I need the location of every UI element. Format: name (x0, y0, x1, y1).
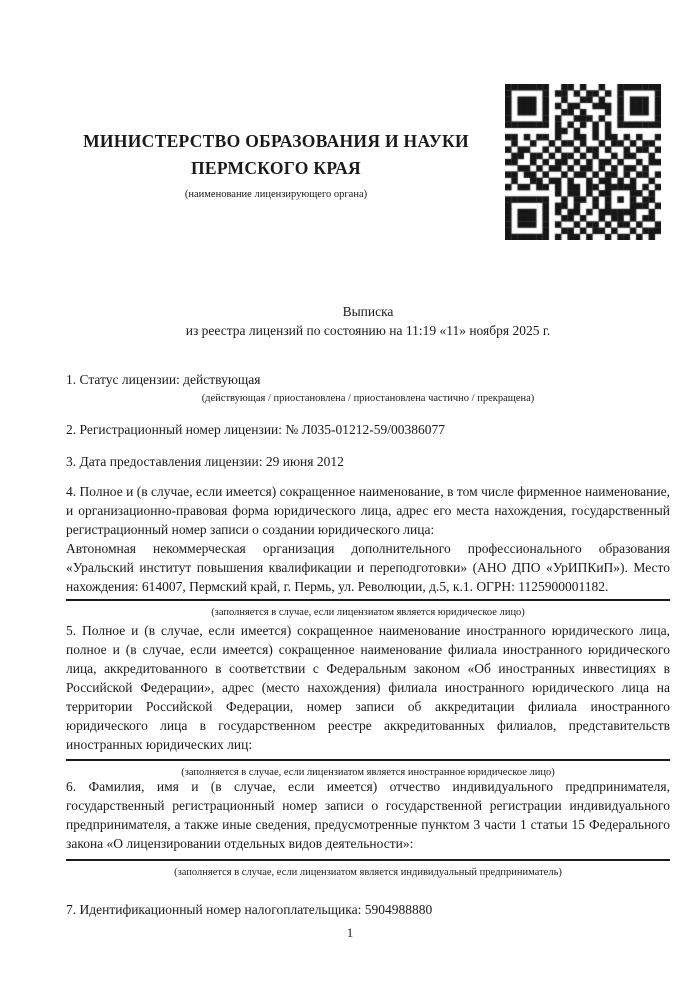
page-number: 1 (346, 926, 354, 940)
ministry-name-line1: МИНИСТЕРСТВО ОБРАЗОВАНИЯ И НАУКИ (83, 131, 469, 151)
legal-entity-label: 4. Полное и (в случае, если имеется) сокращенное наименование, в том числе фирменное наименование, и организационно-правовая форма юридического лица, адрес его места нахождения, государственный регистрационный номер записи о создании юридического лица: (66, 484, 670, 537)
section-legal-entity (66, 482, 670, 620)
license-status-text: 1. Статус лицензии: действующая (66, 372, 261, 387)
fill-in-rule (66, 599, 670, 601)
section-license-status (66, 370, 670, 406)
legal-entity-value: Автономная некоммерческая организация дополнительного профессионального образования «Уральский институт повышения квалификации и переподготовки» (АНО ДПО «УрИПКиП»). Место нахождения: 614007, Пермский край, г. Пермь, ул. Революции, д.5, к.1. ОГРН: 1125900001182. (66, 541, 670, 594)
legal-entity-footnote: (заполняется в случае, если лицензиатом является юридическое лицо) (211, 607, 525, 618)
extract-title-line2: из реестра лицензий по состоянию на 11:19 «11» ноября 2025 г. (185, 323, 551, 338)
foreign-entity-footnote: (заполняется в случае, если лицензиатом является иностранное юридическое лицо) (181, 767, 555, 778)
section-individual-entrepreneur (66, 777, 670, 880)
ministry-header (66, 128, 486, 201)
extract-title-line1: Выписка (342, 304, 394, 319)
fill-in-rule (66, 859, 670, 861)
qr-code-icon (505, 84, 661, 240)
section-taxpayer-number: 7. Идентификационный номер налогоплательщика: 5904988880 (66, 902, 433, 917)
foreign-entity-label: 5. Полное и (в случае, если имеется) сокращенное наименование иностранного юридического лица, полное и (в случае, если имеется) сокращенное наименование филиала иностранного юридического лица, аккредитованного в соответствии с Федеральным законом «Об иностранных инвестициях в Российской Федерации», адрес (место нахождения) филиала иностранного юридического лица на территории Российской Федерации, номер записи об аккредитации филиала иностранного юридического лица в государственном реестре аккредитованных филиалов, представительств иностранных юридических лиц: (66, 623, 670, 752)
entrepreneur-footnote: (заполняется в случае, если лицензиатом является индивидуальный предприниматель) (174, 867, 562, 878)
extract-title (66, 302, 670, 340)
section-registration-number: 2. Регистрационный номер лицензии: № Л035-01212-59/00386077 (66, 422, 446, 437)
section-grant-date: 3. Дата предоставления лицензии: 29 июня 2012 (66, 454, 344, 469)
fill-in-rule (66, 759, 670, 761)
license-status-hint: (действующая / приостановлена / приостановлена частично / прекращена) (201, 393, 535, 404)
licensing-authority-caption: (наименование лицензирующего органа) (184, 189, 368, 200)
ministry-name-line2: ПЕРМСКОГО КРАЯ (191, 158, 361, 178)
section-foreign-entity (66, 621, 670, 780)
entrepreneur-label: 6. Фамилия, имя и (в случае, если имеется) отчество индивидуального предпринимателя, государственный регистрационный номер записи о государственной регистрации индивидуального предпринимателя, а также иные сведения, предусмотренные пунктом 3 части 1 статьи 15 Федерального закона «О лицензировании отдельных видов деятельности»: (66, 779, 670, 851)
